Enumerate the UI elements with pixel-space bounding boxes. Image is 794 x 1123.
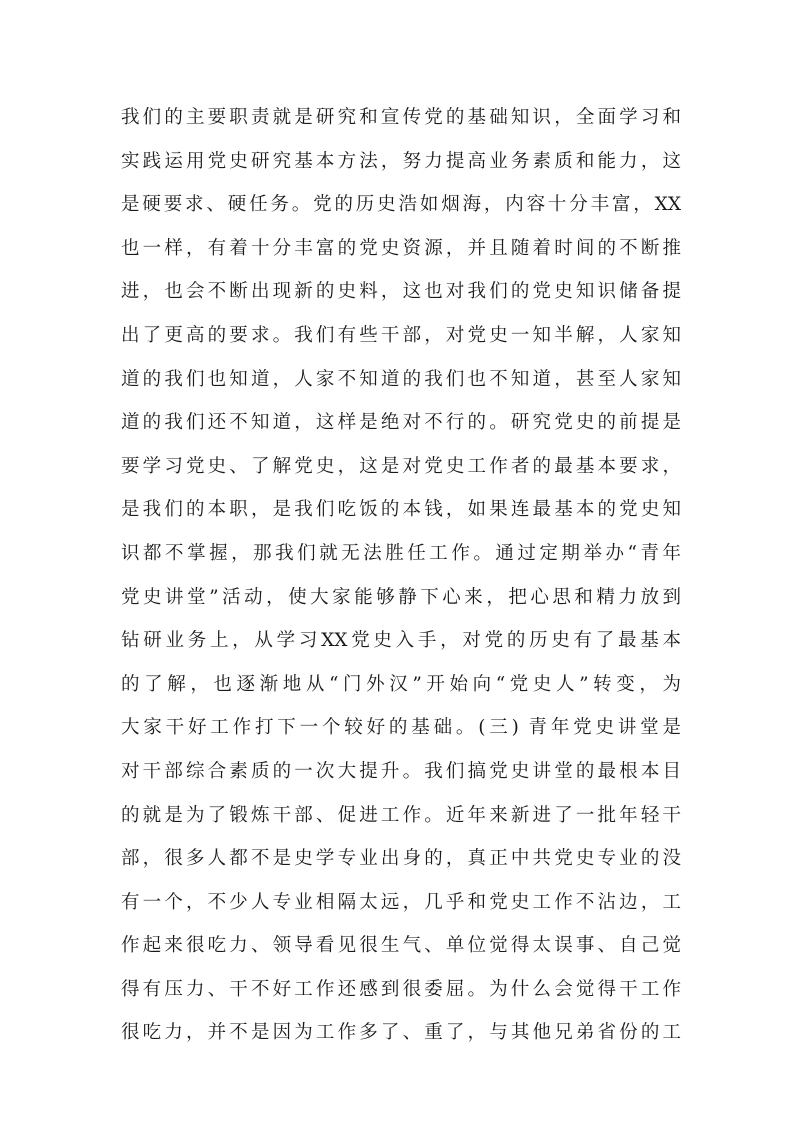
text-line: 识都不掌握，那我们就无法胜任工作。通过定期举办“青年 [121, 542, 681, 564]
text-line: 大家干好工作打下一个较好的基础。(三) 青年党史讲堂是 [121, 717, 681, 739]
text-line: 党史讲堂”活动，使大家能够静下心来，把心思和精力放到 [121, 586, 681, 608]
text-line: 是我们的本职，是我们吃饭的本钱，如果连最基本的党史知 [121, 499, 681, 521]
text-line: 道的我们也知道，人家不知道的我们也不知道，甚至人家知 [121, 368, 681, 390]
text-line: 也一样，有着十分丰富的党史资源，并且随着时间的不断推 [121, 237, 681, 259]
text-line: 的了解，也逐渐地从“门外汉”开始向“党史人”转变，为 [121, 673, 681, 695]
text-line: 进，也会不断出现新的史料，这也对我们的党史知识储备提 [121, 281, 681, 303]
text-line: 得有压力、干不好工作还感到很委屈。为什么会觉得干工作 [121, 978, 681, 1000]
text-line: 对干部综合素质的一次大提升。我们搞党史讲堂的最根本目 [121, 760, 681, 782]
text-line: 的就是为了锻炼干部、促进工作。近年来新进了一批年轻干 [121, 804, 681, 826]
text-line: 实践运用党史研究基本方法，努力提高业务素质和能力，这 [121, 150, 681, 172]
text-line: 钻研业务上，从学习XX党史入手，对党的历史有了最基本 [121, 630, 681, 652]
text-line: 有一个，不少人专业相隔太远，几乎和党史工作不沾边，工 [121, 891, 681, 913]
text-line: 作起来很吃力、领导看见很生气、单位觉得太误事、自己觉 [121, 935, 681, 957]
text-line: 很吃力，并不是因为工作多了、重了，与其他兄弟省份的工 [121, 1022, 681, 1044]
text-line: 出了更高的要求。我们有些干部，对党史一知半解，人家知 [121, 324, 681, 346]
text-line: 部，很多人都不是史学专业出身的，真正中共党史专业的没 [121, 848, 681, 870]
text-line: 我们的主要职责就是研究和宣传党的基础知识，全面学习和 [121, 107, 681, 128]
body-paragraph [121, 96, 681, 1055]
text-line: 道的我们还不知道，这样是绝对不行的。研究党史的前提是 [121, 412, 681, 434]
text-line: 要学习党史、了解党史，这是对党史工作者的最基本要求， [121, 455, 681, 477]
text-line: 是硬要求、硬任务。党的历史浩如烟海，内容十分丰富，XX [121, 194, 681, 216]
